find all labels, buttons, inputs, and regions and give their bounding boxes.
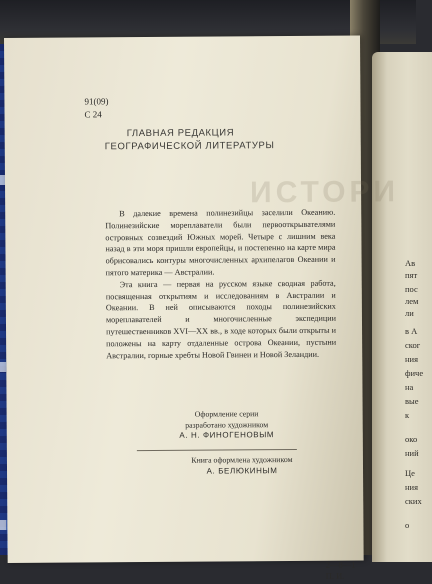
code-line: 2—8—1 [325, 559, 356, 570]
udc-index [84, 95, 108, 121]
right-page-fragment: ний [405, 448, 419, 458]
publisher-heading [105, 126, 335, 154]
book-design-credit [172, 455, 312, 477]
udc-line: С 24 [84, 109, 102, 120]
annotation-paragraph: Эта книга — первая на русском языке сводная работа, посвященная открытиям и исследованиям в Австралии и Океании. В ней описываются походы полинезийских мореплавателей и многочисленные экспедиции путешественников XVI—XX вв., в ходе которых были открыты и положены на карту отдаленные острова Океании, пустыни Австралии, горные хребты Новой Гвинеи и Новой Зеландии. [105, 278, 337, 360]
series-design-credit [162, 409, 292, 441]
publication-code [326, 560, 356, 582]
right-page-fragment: ских [405, 496, 422, 506]
annotation-paragraph: В далекие времена полинезийцы заселили Океанию. Полинезийские мореплаватели были первооткрывателями островных созвездий Южных морей. Четыре с лишним века назад в эти моря пришли европейцы, и постепенно на карте мира обрисовались контуры многочисленных архипелагов Океании и пятого материка — Австралии. [105, 207, 336, 278]
series-designer-name: А. Н. ФИНОГЕНОВЫМ [179, 430, 275, 440]
right-page [372, 52, 432, 562]
show-through-text: ИСТОРИ [249, 175, 400, 210]
right-page-fragment: на [405, 382, 414, 392]
left-page [4, 36, 400, 581]
book-designer-name: А. БЕЛЮКИНЫМ [206, 465, 278, 476]
right-page-fragment: лем [405, 296, 419, 306]
right-page-fragment: в А [405, 326, 418, 336]
right-page-fragment: пят [405, 270, 418, 280]
code-line: П. И. [325, 570, 345, 581]
publisher-line: ГЕОГРАФИЧЕСКОЙ ЛИТЕРАТУРЫ [104, 140, 275, 153]
right-page-fragment: Це [405, 468, 415, 478]
series-design-line: разработано художником [185, 419, 269, 430]
right-page-fragment: око [405, 434, 418, 444]
right-page-fragment: ния [405, 482, 419, 492]
book-design-line: Книга оформлена художником [191, 454, 293, 465]
right-page-fragment: к [405, 410, 410, 420]
udc-line: 91(09) [84, 96, 109, 107]
series-design-line: Оформление серии [194, 409, 259, 419]
annotation [105, 207, 336, 362]
right-page-fragment: Ав [405, 258, 416, 268]
right-page-fragment: ли [405, 308, 414, 318]
right-page-fragment: фиче [405, 368, 424, 378]
publisher-line: ГЛАВНАЯ РЕДАКЦИЯ [126, 127, 235, 140]
right-page-fragment: ског [405, 340, 421, 350]
divider-rule [137, 449, 297, 451]
right-page-fragment: о [405, 520, 410, 530]
right-page-fragment: ния [405, 354, 419, 364]
right-page-fragment: вые [405, 396, 419, 406]
right-page-fragment: пос [405, 284, 418, 294]
